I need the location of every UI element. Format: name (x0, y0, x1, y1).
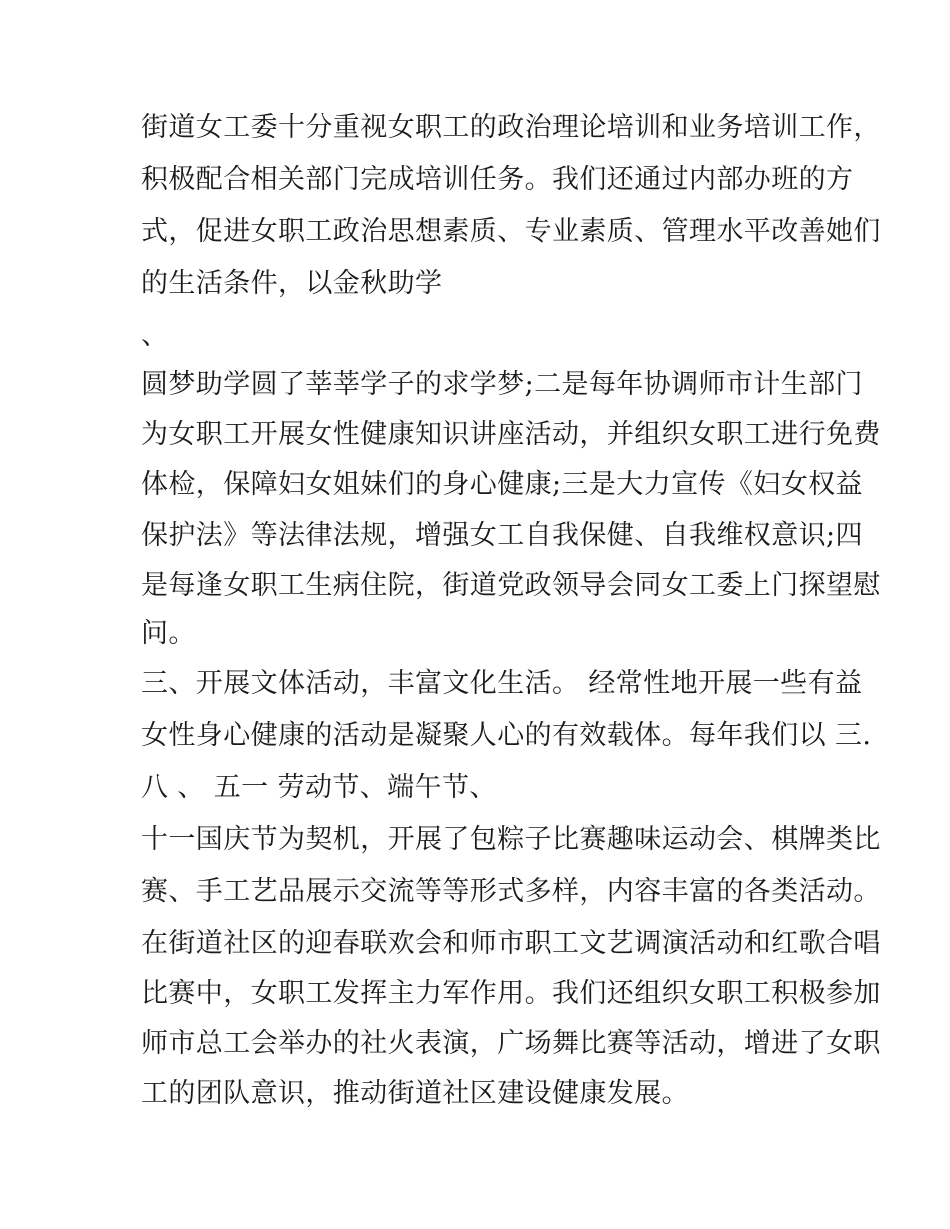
text-line: 、 (141, 320, 169, 351)
text-line: 圆梦助学圆了莘莘学子的求学梦;二是每年协调师市计生部门 (141, 369, 863, 400)
text-line: 保护法》等法律法规，增强女工自我保健、自我维权意识;四 (141, 520, 863, 551)
text-line: 三、开展文体活动，丰富文化生活。 经常性地开展一些有益 (141, 668, 863, 699)
text-line: 式，促进女职工政治思想素质、专业素质、管理水平改善她们 (141, 216, 881, 247)
text-line: 问。 (141, 618, 196, 649)
text-line: 比赛中，女职工发挥主力军作用。我们还组织女职工积极参加 (141, 978, 881, 1009)
text-line: 积极配合相关部门完成培训任务。我们还通过内部办班的方 (141, 164, 854, 195)
text-line: 的生活条件，以金秋助学 (141, 268, 443, 299)
text-line: 在街道社区的迎春联欢会和师市职工文艺调演活动和红歌合唱 (141, 928, 881, 959)
text-line: 是每逢女职工生病住院，街道党政领导会同女工委上门探望慰 (141, 570, 881, 601)
text-line: 十一国庆节为契机，开展了包粽子比赛趣味运动会、棋牌类比 (141, 824, 881, 855)
text-line: 工的团队意识，推动街道社区建设健康发展。 (141, 1078, 689, 1109)
text-line: 赛、手工艺品展示交流等等形式多样，内容丰富的各类活动。 (141, 876, 881, 907)
text-line: 为女职工开展女性健康知识讲座活动，并组织女职工进行免费 (141, 419, 881, 450)
text-line: 师市总工会举办的社火表演，广场舞比赛等活动，增进了女职 (141, 1028, 881, 1059)
text-line: 体检，保障妇女姐妹们的身心健康;三是大力宣传《妇女权益 (141, 469, 863, 500)
text-line: 八 、 五一 劳动节、端午节、 (141, 772, 497, 803)
text-line: 街道女工委十分重视女职工的政治理论培训和业务培训工作， (141, 112, 881, 143)
text-line: 女性身心健康的活动是凝聚人心的有效载体。每年我们以 三. (141, 720, 872, 751)
